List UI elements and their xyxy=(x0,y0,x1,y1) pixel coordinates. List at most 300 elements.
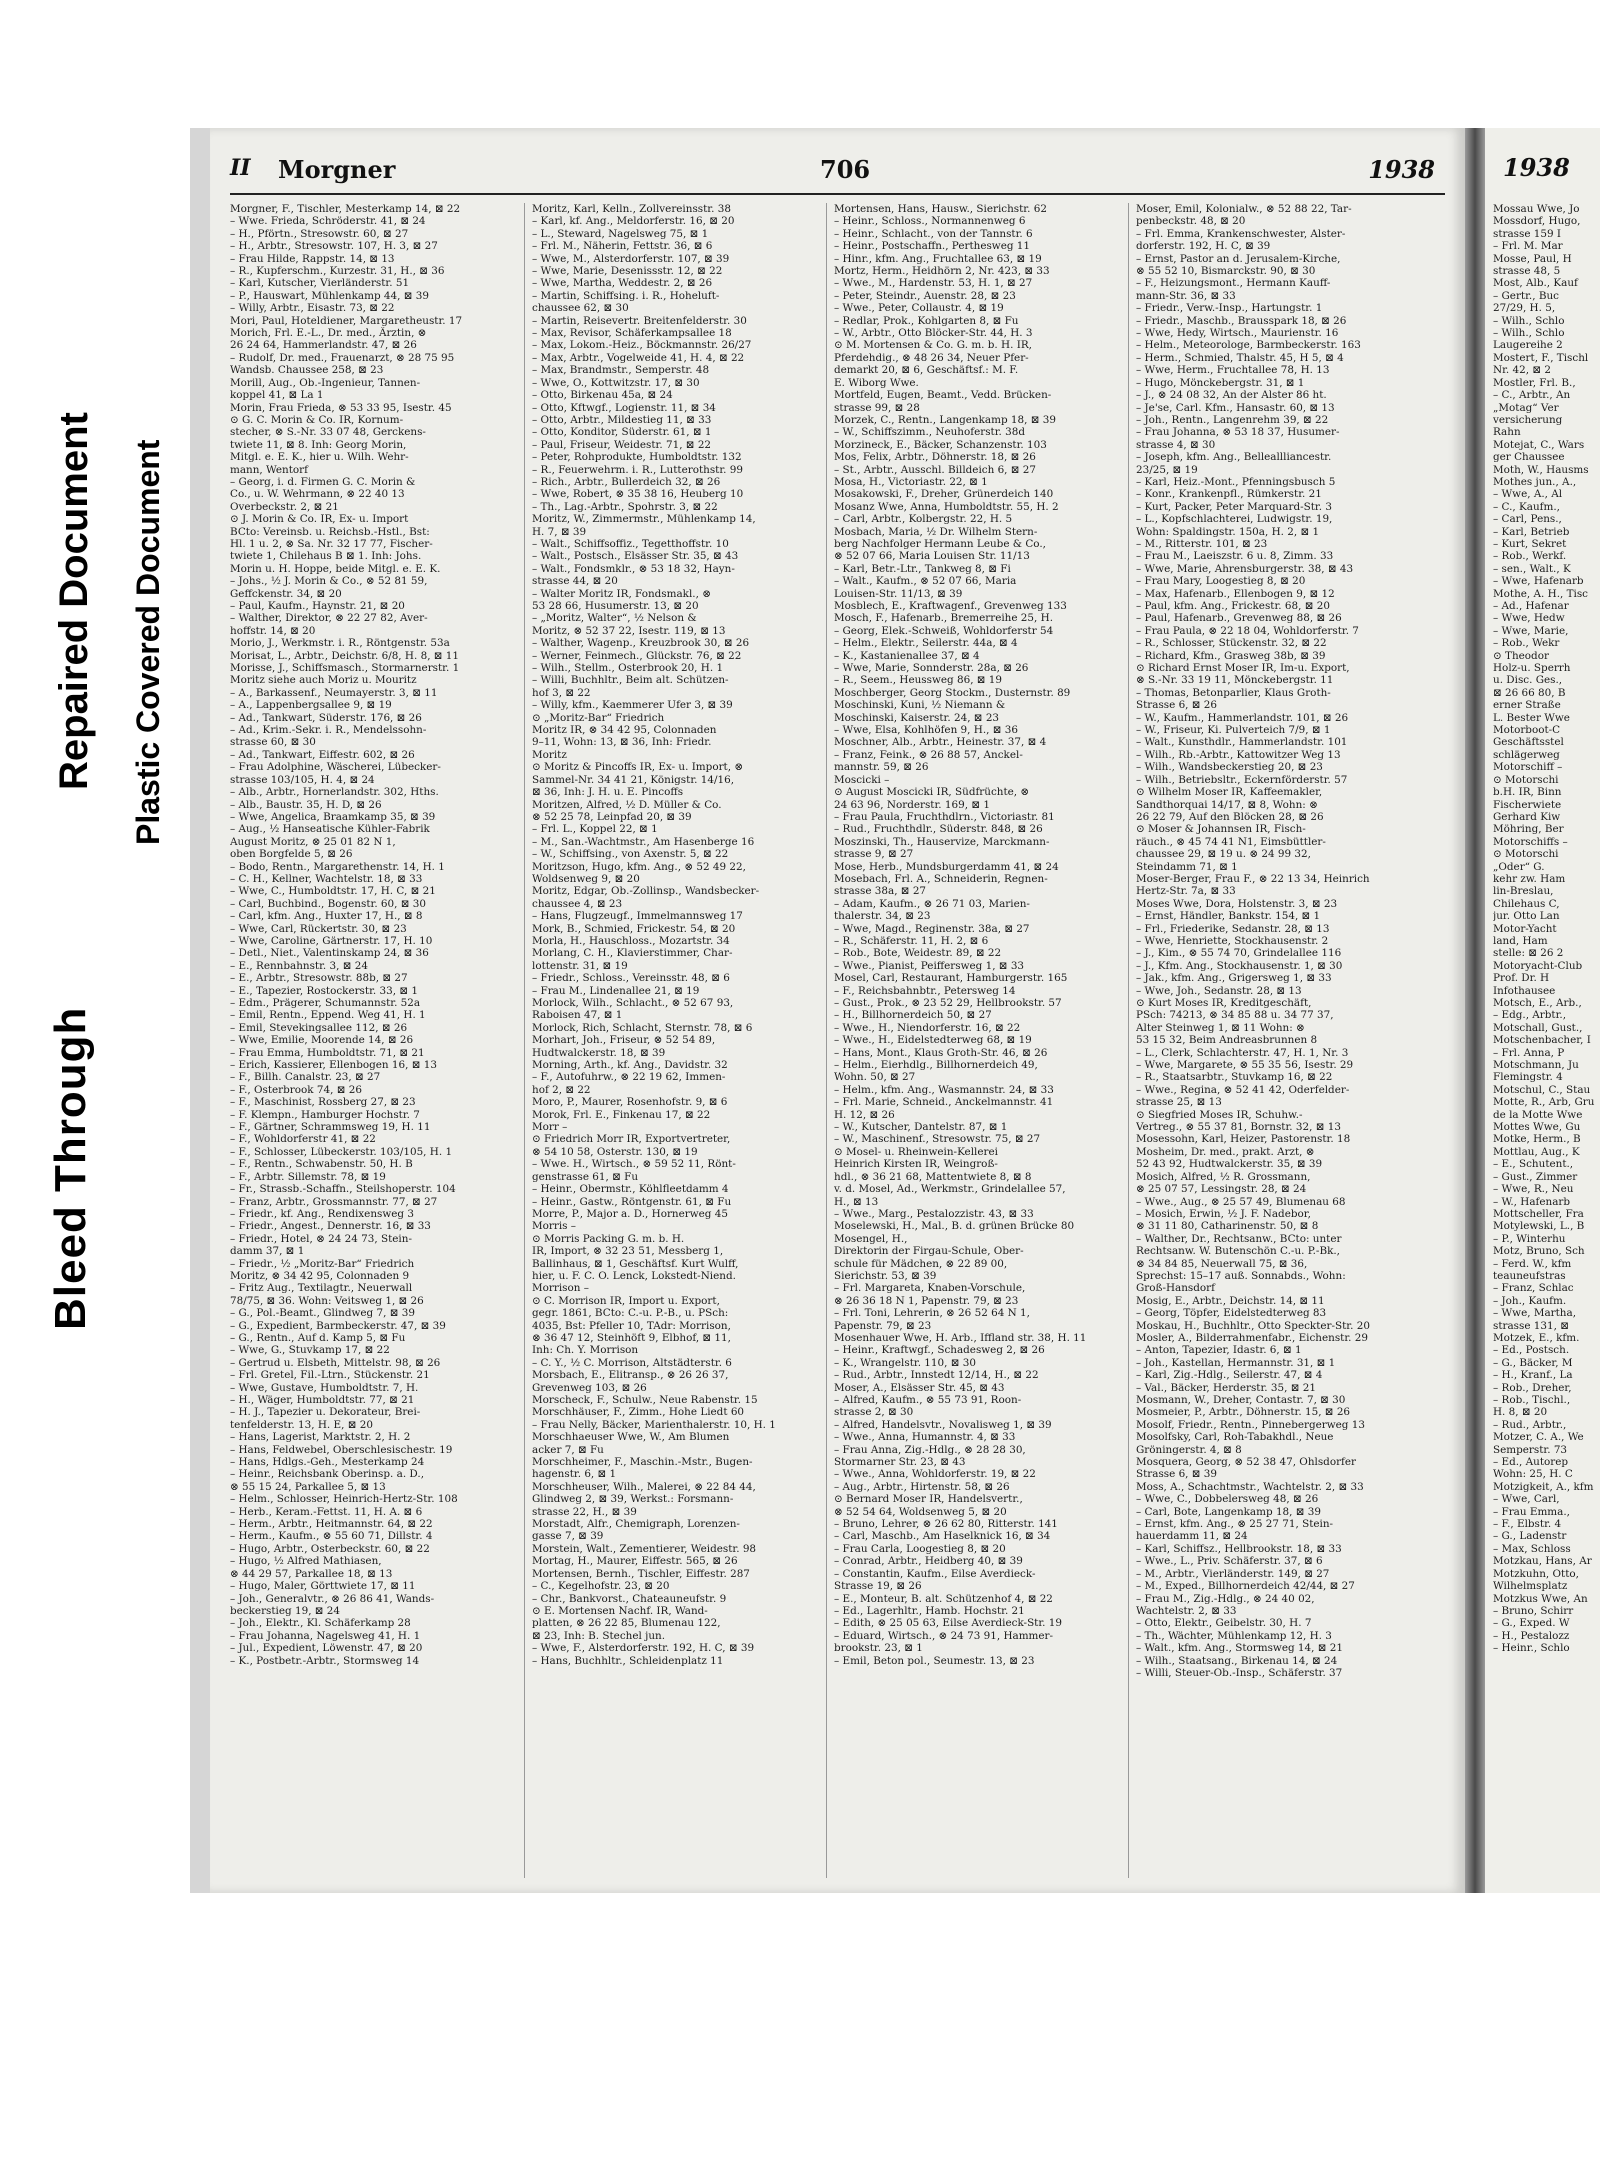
directory-entry: Mosbach, Maria, ½ Dr. Wilhelm Stern- xyxy=(834,525,1038,538)
directory-entry: – J., Kfm. Ang., Stockhausenstr. 1, ⊠ 30 xyxy=(1136,959,1343,972)
directory-entry: – Otto, Elektr., Geibelstr. 30, H. 7 xyxy=(1136,1617,1312,1630)
directory-entry: mann-Str. 36, ⊠ 33 xyxy=(1136,289,1236,302)
facing-page-entry: ⊙ Motorschi xyxy=(1493,773,1559,786)
facing-page-entry: strasse 131, ⊠ xyxy=(1493,1319,1569,1332)
directory-entry: – J., Kim., ⊗ 55 74 70, Grindelallee 116 xyxy=(1136,947,1342,960)
directory-entry: – F., Reichsbahnbtr., Petersweg 14 xyxy=(834,984,1016,997)
directory-entry: Gröningerstr. 4, ⊠ 8 xyxy=(1136,1443,1242,1456)
directory-entry: – Mosich, Erwin, ½ J. F. Nadebor, xyxy=(1136,1207,1311,1220)
facing-page-entry: – H., Pestalozz xyxy=(1493,1629,1570,1642)
directory-entry: Mosolf, Friedr., Rentn., Pinnebergerweg 13 xyxy=(1136,1418,1365,1431)
directory-entry: ⊗ 55 15 24, Parkallee 5, ⊠ 13 xyxy=(230,1480,386,1493)
facing-page-entry: – Wwe, R., Neu xyxy=(1493,1183,1574,1196)
directory-entry: Moschinski, Kuni, ½ Niemann & xyxy=(834,699,1006,712)
directory-entry: gegr. 1861, BCto: C.-u. P.-B., u. PSch: xyxy=(532,1307,729,1320)
directory-entry: Moritz, Karl, Kelln., Zollvereinsstr. 38 xyxy=(532,203,731,215)
facing-page-entry: – Frl. M. Mar xyxy=(1493,240,1563,253)
directory-entry: ⊗ 25 07 57, Lessingstr. 28, ⊠ 24 xyxy=(1136,1183,1307,1196)
directory-entry: – Rob., Bote, Weidestr. 89, ⊠ 22 xyxy=(834,947,1002,960)
directory-entry: – Frl. Margareta, Knaben-Vorschule, xyxy=(834,1282,1026,1295)
facing-page-entry: – G., Exped. W xyxy=(1493,1617,1570,1630)
directory-entry: strasse 103/105, H. 4, ⊠ 24 xyxy=(230,773,375,786)
directory-entry: – Walther, Dr., Rechtsanw., BCto: unter xyxy=(1136,1232,1342,1245)
directory-entry: – Frau Nelly, Bäcker, Marienthalerstr. 10, H. 1 xyxy=(532,1418,776,1431)
directory-entry: – Wilh., Staatsang., Birkenau 14, ⊠ 24 xyxy=(1136,1654,1338,1667)
facing-page-entry: Motorschiff – xyxy=(1493,761,1563,774)
directory-entry: – C. Y., ½ C. Morrison, Altstädterstr. 6 xyxy=(532,1356,732,1369)
directory-entry: Morzek, C., Rentn., Langenkamp 18, ⊠ 39 xyxy=(834,413,1056,426)
facing-page-entry: Motschall, Gust., xyxy=(1493,1021,1583,1034)
facing-page-entry: Laugereihe 2 xyxy=(1493,339,1563,352)
directory-entry: ⊙ Richard Ernst Moser IR, Im-u. Export, xyxy=(1136,662,1350,675)
directory-entry: Steindamm 71, ⊠ 1 xyxy=(1136,860,1238,873)
directory-entry: ⊙ Moser & Johannsen IR, Fisch- xyxy=(1136,823,1306,836)
directory-entry: Morin u. H. Hoppe, beide Mitgl. e. E. K. xyxy=(230,562,441,575)
book-spine xyxy=(1465,128,1485,1893)
directory-entry: – Frl. L., Koppel 22, ⊠ 1 xyxy=(532,823,658,836)
directory-entry: – Anton, Tapezier, Idastr. 6, ⊠ 1 xyxy=(1136,1344,1302,1357)
directory-entry: – Frl., Friederike, Sedanstr. 28, ⊠ 13 xyxy=(1136,922,1330,935)
directory-entry: – E., Tapezier, Rostockerstr. 33, ⊠ 1 xyxy=(230,984,418,997)
directory-entry: – F., Billh. Canalstr. 23, ⊠ 27 xyxy=(230,1071,381,1084)
directory-entry: – Willi, Buchhltr., Beim alt. Schützen- xyxy=(532,674,729,687)
directory-entry: – C., Kegelhofstr. 23, ⊠ 20 xyxy=(532,1580,670,1593)
directory-entry: – W., Friseur, Ki. Pulverteich 7/9, ⊠ 1 xyxy=(1136,724,1331,737)
directory-entry: – Friedr., Angest., Dennerstr. 16, ⊠ 33 xyxy=(230,1220,431,1233)
facing-page-entry: u. Disc. Ges., xyxy=(1493,674,1563,687)
facing-page-entry: Motzkuhn, Otto, xyxy=(1493,1567,1579,1580)
directory-entry: lottenstr. 31, ⊠ 19 xyxy=(532,959,628,972)
directory-entry: – Karl, kf. Ang., Meldorferstr. 16, ⊠ 20 xyxy=(532,215,735,228)
facing-page-entry: Flemingstr. 4 xyxy=(1493,1071,1563,1084)
directory-entry: – Willy, Arbtr., Eisastr. 73, ⊠ 22 xyxy=(230,302,395,315)
directory-entry: – F., Wohldorferstr 41, ⊠ 22 xyxy=(230,1133,376,1146)
directory-entry: Morsbach, E., Elitransp., ⊗ 26 26 37, xyxy=(532,1369,729,1382)
facing-page-entry: lin-Breslau, xyxy=(1493,885,1554,898)
directory-entry: Moss, A., Schachtmstr., Wachtelstr. 2, ⊠ 33 xyxy=(1136,1480,1364,1493)
directory-entry: Wandsb. Chaussee 258, ⊠ 23 xyxy=(230,364,384,377)
directory-entry: – Franz, Feink., ⊗ 26 88 57, Anckel- xyxy=(834,748,1023,761)
directory-entry: 53 15 32, Beim Andreasbrunnen 8 xyxy=(1136,1034,1318,1047)
facing-page-entry: 27/29, H. 5, xyxy=(1493,302,1556,315)
directory-entry: – Martin, Reisevertr. Breitenfelderstr. 30 xyxy=(532,314,747,327)
directory-entry: – Wwe, Angelica, Braamkamp 35, ⊠ 39 xyxy=(230,810,436,823)
directory-entry: brookstr. 23, ⊠ 1 xyxy=(834,1642,923,1655)
directory-entry: – Friedr., kf. Ang., Rendixensweg 3 xyxy=(230,1207,414,1220)
directory-entry: dorferstr. 192, H. C, ⊠ 39 xyxy=(1136,240,1271,253)
facing-page-entry: Motylewski, L., B xyxy=(1493,1220,1585,1233)
facing-page-entry: Wohn: 25, H. C xyxy=(1493,1468,1573,1481)
directory-entry: tenfelderstr. 13, H. E, ⊠ 20 xyxy=(230,1418,373,1431)
directory-entry: – Wwe, O., Kottwitzstr. 17, ⊠ 30 xyxy=(532,376,700,389)
directory-entry: ⊗ 52 07 66, Maria Louisen Str. 11/13 xyxy=(834,550,1030,563)
facing-page-entry: Mothes jun., A., xyxy=(1493,475,1577,488)
directory-entry: – Georg, i. d. Firmen G. C. Morin & xyxy=(230,475,416,488)
directory-entry: – Carl, Maschb., Am Haselknick 16, ⊠ 34 xyxy=(834,1530,1051,1543)
directory-entry: Morschhaeuser Wwe, W., Am Blumen xyxy=(532,1431,730,1444)
section-numeral: II xyxy=(230,155,251,181)
facing-page-entry: – Wilh., Schlo xyxy=(1493,327,1565,340)
directory-entry: – Frau Carla, Loogestieg 8, ⊠ 20 xyxy=(834,1542,1006,1555)
archive-condition-labels xyxy=(0,0,190,1400)
directory-entry: Morrison – xyxy=(532,1282,589,1295)
directory-entry: – Wwe, G., Stuvkamp 17, ⊠ 22 xyxy=(230,1344,390,1357)
directory-entry: – L., Clerk, Schlachterstr. 47, H. 1, Nr. 3 xyxy=(1136,1046,1349,1059)
directory-entry: – M., Ritterstr. 101, ⊠ 23 xyxy=(1136,537,1268,550)
directory-entry: – Willi, Steuer-Ob.-Insp., Schäferstr. 37 xyxy=(1136,1666,1343,1679)
directory-entry: – Wwe., H., Eidelstedterweg 68, ⊠ 19 xyxy=(834,1034,1032,1047)
facing-page-entry: – Ferd. W., kfm xyxy=(1493,1257,1572,1270)
facing-page-entry: – Franz, Schlac xyxy=(1493,1282,1574,1295)
facing-page-entry: – Kurt, Sekret xyxy=(1493,537,1567,550)
directory-entry: Mortfeld, Eugen, Beamt., Vedd. Brücken- xyxy=(834,389,1052,402)
directory-entry: Mosakowski, F., Dreher, Grünerdeich 140 xyxy=(834,488,1054,501)
directory-entry: – Konr., Krankenpfl., Rümkerstr. 21 xyxy=(1136,488,1322,501)
directory-entry: – Otto, Konditor, Süderstr. 61, ⊠ 1 xyxy=(532,426,712,439)
directory-entry: twiete 1, Chilehaus B ⊠ 1. Inh: Johs. xyxy=(230,550,422,563)
directory-entry: 26 22 79, Auf den Blöcken 28, ⊠ 26 xyxy=(1136,810,1324,823)
directory-entry: – Joh., Kastellan, Hermannstr. 31, ⊠ 1 xyxy=(1136,1356,1336,1369)
directory-entry: – Frau Paula, Fruchthdlrn., Victoriastr. 81 xyxy=(834,810,1055,823)
directory-entry: – Wwe, Gustave, Humboldtstr. 7, H. xyxy=(230,1381,419,1394)
directory-entry: BCto: Vereinsb. u. Reichsb.-Hstl., Bst: xyxy=(230,525,430,538)
directory-entry: – Ad., Krim.-Sekr. i. R., Mendelssohn- xyxy=(230,724,427,737)
directory-entry: – Peter, Rohprodukte, Humboldtstr. 132 xyxy=(532,451,742,464)
directory-entry: – Heinr., Kraftwgf., Schadesweg 2, ⊠ 26 xyxy=(834,1344,1045,1357)
directory-entry: – Werner, Feinmech., Glückstr. 76, ⊠ 22 xyxy=(532,649,742,662)
directory-entry: – Paul, Friseur, Weidestr. 71, ⊠ 22 xyxy=(532,438,712,451)
directory-entry: – Fritz Aug., Textilagtr., Neuerwall xyxy=(230,1282,413,1295)
directory-entry: ⊙ Kurt Moses IR, Kreditgeschäft, xyxy=(1136,997,1312,1009)
directory-entry: – Frau M., Zig.-Hdlg., ⊗ 24 40 02, xyxy=(1136,1592,1315,1605)
directory-entry: – Frau Paula, ⊗ 22 18 04, Wohldorferstr. 7 xyxy=(1136,624,1359,637)
directory-entry: – Constantin, Kaufm., Eilse Averdieck- xyxy=(834,1567,1036,1580)
directory-entry: Mosengel, H., xyxy=(834,1232,908,1245)
directory-column-4 xyxy=(1136,203,1436,1878)
directory-entry: Mosquera, Georg, ⊗ 52 38 47, Ohlsdorfer xyxy=(1136,1456,1357,1469)
directory-entry: – Hugo, Mönckebergstr. 31, ⊠ 1 xyxy=(1136,376,1305,389)
directory-entry: strasse 44, ⊠ 20 xyxy=(532,575,618,588)
directory-entry: Mosch, F., Hafenarb., Bremerreihe 25, H. xyxy=(834,612,1054,625)
directory-entry: – Heinr., Gastw., Röntgenstr. 61, ⊠ Fu xyxy=(532,1195,732,1208)
directory-entry: – W., Maschinenf., Stresowstr. 75, ⊠ 27 xyxy=(834,1133,1041,1146)
directory-entry: – Hans, Flugzeugf., Immelmannsweg 17 xyxy=(532,910,743,923)
directory-entry: strasse 4, ⊠ 30 xyxy=(1136,438,1216,451)
directory-entry: Grevenweg 103, ⊠ 26 xyxy=(532,1381,647,1394)
facing-page-entry: Nr. 42, ⊠ 2 xyxy=(1493,364,1551,377)
directory-columns xyxy=(230,203,1445,1878)
facing-page-entry: Mossau Wwe, Jo xyxy=(1493,203,1580,215)
directory-entry: Moritz, Edgar, Ob.-Zollinsp., Wandsbecker- xyxy=(532,885,760,898)
directory-entry: – Wwe., H., Niendorferstr. 16, ⊠ 22 xyxy=(834,1021,1021,1034)
directory-entry: – Wwe, Elsa, Kohlhöfen 9, H., ⊠ 36 xyxy=(834,724,1018,737)
facing-page-entry: ger Chaussee xyxy=(1493,451,1565,464)
facing-page-entry: Motzigkeit, A., kfm xyxy=(1493,1480,1594,1493)
directory-entry: – W., Arbtr., Otto Blöcker-Str. 44, H. 3 xyxy=(834,327,1033,340)
directory-entry: – Wwe, Margarete, ⊗ 55 35 56, Isestr. 29 xyxy=(1136,1059,1354,1072)
directory-entry: ⊠ 36, Inh: J. H. u. E. Pincoffs xyxy=(532,786,684,799)
directory-entry: ⊗ S.-Nr. 33 19 11, Mönckebergstr. 11 xyxy=(1136,674,1334,687)
directory-entry: räuch., ⊗ 45 74 41 N1, Eimsbüttler- xyxy=(1136,835,1326,848)
directory-entry: – Carl, kfm. Ang., Huxter 17, H., ⊠ 8 xyxy=(230,910,423,923)
directory-entry: – Redlar, Prok., Kohlgarten 8, ⊠ Fu xyxy=(834,314,1019,327)
directory-entry: Morlock, Wilh., Schlacht., ⊗ 52 67 93, xyxy=(532,997,734,1009)
directory-entry: Moser, A., Elsässer Str. 45, ⊠ 43 xyxy=(834,1381,1005,1394)
facing-page-entry: kehr zw. Ham xyxy=(1493,872,1566,885)
directory-entry: ⊙ M. Mortensen & Co. G. m. b. H. IR, xyxy=(834,339,1032,352)
directory-entry: E. Wiborg Wwe. xyxy=(834,376,919,389)
facing-page-entry: Most, Alb., Kauf xyxy=(1493,277,1578,290)
facing-page-entry: Mottes Wwe, Gu xyxy=(1493,1121,1581,1134)
directory-entry: ⊙ August Moscicki IR, Südfrüchte, ⊗ xyxy=(834,786,1030,799)
facing-page-entry: Rahn xyxy=(1493,426,1521,439)
directory-entry: Moschinski, Kaiserstr. 24, ⊠ 23 xyxy=(834,711,1000,724)
facing-page-entry: – Wilh., Schlo xyxy=(1493,314,1565,327)
directory-entry: – Ad., Tankwart, Süderstr. 176, ⊠ 26 xyxy=(230,711,422,724)
directory-entry: – Frau Mary, Loogestieg 8, ⊠ 20 xyxy=(1136,575,1306,588)
facing-page-entry: Motz, Bruno, Sch xyxy=(1493,1245,1585,1258)
directory-entry: – Je'se, Carl. Kfm., Hansastr. 60, ⊠ 13 xyxy=(1136,401,1335,414)
directory-entry: – C. H., Kellner, Wachtelstr. 18, ⊠ 33 xyxy=(230,872,423,885)
directory-entry: – F., Osterbrook 74, ⊠ 26 xyxy=(230,1083,362,1096)
directory-entry: hauerdamm 11, ⊠ 24 xyxy=(1136,1530,1248,1543)
bleed-through-label: Bleed Through xyxy=(46,1006,95,1330)
facing-page-entry: – G., Bäcker, M xyxy=(1493,1356,1573,1369)
directory-entry: – K., Postbetr.-Arbtr., Stormsweg 14 xyxy=(230,1654,420,1667)
directory-entry: Mose, Herb., Mundsburgerdamm 41, ⊠ 24 xyxy=(834,860,1059,873)
facing-page-entry: – P., Winterhu xyxy=(1493,1232,1566,1245)
directory-entry: – Frl. Emma, Krankenschwester, Alster- xyxy=(1136,227,1346,240)
directory-entry: – G., Expedient, Barmbeckerstr. 47, ⊠ 39 xyxy=(230,1319,446,1332)
facing-page-entry: Motorschiffs – xyxy=(1493,835,1568,848)
running-head: Morgner xyxy=(278,155,396,184)
facing-page-entry: land, Ham xyxy=(1493,934,1548,947)
facing-page-entry: – Karl, Betrieb xyxy=(1493,525,1570,538)
directory-entry: – Joh., Generalvtr., ⊗ 26 86 41, Wands- xyxy=(230,1592,435,1605)
directory-entry: Louisen-Str. 11/13, ⊠ 39 xyxy=(834,587,963,600)
directory-entry: mann, Wentorf xyxy=(230,463,308,476)
directory-entry: hagenstr. 6, ⊠ 1 xyxy=(532,1468,617,1481)
directory-entry: 52 43 92, Hudtwalckerstr. 35, ⊠ 39 xyxy=(1136,1158,1323,1171)
facing-page-entry: Motoryacht-Club xyxy=(1493,959,1583,972)
directory-entry: Papenstr. 79, ⊠ 23 xyxy=(834,1319,932,1332)
directory-entry: – F., Schlosser, Lübeckerstr. 103/105, H. 1 xyxy=(230,1145,453,1158)
directory-entry: Hertz-Str. 7a, ⊠ 33 xyxy=(1136,885,1236,898)
directory-entry: strasse 9, ⊠ 27 xyxy=(834,848,914,861)
directory-entry: Moritz xyxy=(532,748,567,761)
directory-entry: – Karl, Zig.-Hdlg., Seilerstr. 47, ⊠ 4 xyxy=(1136,1369,1323,1382)
directory-entry: – Jul., Expedient, Löwenstr. 47, ⊠ 20 xyxy=(230,1642,423,1655)
directory-entry: – W., Schiffsing., von Axenstr. 5, ⊠ 22 xyxy=(532,848,729,861)
directory-entry: – R., Schlosser, Stückenstr. 32, ⊠ 22 xyxy=(1136,637,1327,650)
facing-page-entry: – Wwe, Carl, xyxy=(1493,1493,1560,1506)
directory-entry: twiete 11, ⊠ 8. Inh: Georg Morin, xyxy=(230,438,407,451)
directory-entry: – W., Kaufm., Hammerlandstr. 101, ⊠ 26 xyxy=(1136,711,1349,724)
directory-entry: – Wwe. Frieda, Schröderstr. 41, ⊠ 24 xyxy=(230,215,426,228)
facing-page-entry: – Rob., Tischl., xyxy=(1493,1394,1571,1406)
directory-entry: ⊠ 23, Inh: B. Stechel jun. xyxy=(532,1629,666,1642)
directory-entry: Glindweg 2, ⊠ 39, Werkst.: Forsmann- xyxy=(532,1493,734,1506)
directory-entry: – Wwe, Emilie, Moorende 14, ⊠ 26 xyxy=(230,1034,414,1047)
directory-entry: – Hans, Feldwebel, Oberschlesischestr. 19 xyxy=(230,1443,453,1456)
directory-entry: Geffckenstr. 34, ⊠ 20 xyxy=(230,587,342,600)
directory-entry: Mosenhauer Wwe, H. Arb., Iffland str. 38, H. 11 xyxy=(834,1331,1087,1344)
directory-entry: Morre, P., Major a. D., Hornerweg 45 xyxy=(532,1207,728,1220)
directory-entry: Pferdehdig., ⊗ 48 26 34, Neuer Pfer- xyxy=(834,351,1029,364)
directory-entry: chaussee 62, ⊠ 30 xyxy=(532,302,629,315)
directory-entry: – K., Wrangelstr. 110, ⊠ 30 xyxy=(834,1356,976,1369)
directory-entry: – Frau Hilde, Rappstr. 14, ⊠ 13 xyxy=(230,252,395,265)
directory-entry: – W., Schiffszimm., Neuhoferstr. 38d xyxy=(834,426,1026,439)
directory-entry: – G., Rentn., Auf d. Kamp 5, ⊠ Fu xyxy=(230,1331,406,1344)
directory-entry: Morscheck, F., Schulw., Neue Rabenstr. 15 xyxy=(532,1394,758,1406)
directory-entry: ⊙ E. Mortensen Nachf. IR, Wand- xyxy=(532,1604,708,1617)
directory-entry: – Erich, Kassierer, Ellenbogen 16, ⊠ 13 xyxy=(230,1059,437,1072)
directory-entry: Alter Steinweg 1, ⊠ 11 Wohn: ⊗ xyxy=(1136,1021,1305,1034)
facing-page-entry: Mostler, Frl. B., xyxy=(1493,376,1576,389)
directory-entry: Mosebach, Frl. A., Schneiderin, Regnen- xyxy=(834,872,1048,885)
directory-entry: ⊗ 52 25 78, Leinpfad 20, ⊠ 39 xyxy=(532,810,692,823)
directory-entry: Morris – xyxy=(532,1220,576,1233)
directory-entry: – F. Klempn., Hamburger Hochstr. 7 xyxy=(230,1108,420,1121)
page-number: 706 xyxy=(820,155,871,184)
facing-page-entry: Motejat, C., Wars xyxy=(1493,438,1585,451)
directory-entry: hdl., ⊗ 36 21 68, Mattentwiete 8, ⊠ 8 xyxy=(834,1170,1032,1183)
directory-entry: Morill, Aug., Ob.-Ingenieur, Tannen- xyxy=(230,376,421,389)
directory-entry: – Ad., Tankwart, Eiffestr. 602, ⊠ 26 xyxy=(230,748,415,761)
facing-page-entry: Infothausee xyxy=(1493,984,1556,997)
directory-entry: – Heinr., Reichsbank Oberinsp. a. D., xyxy=(230,1468,424,1481)
facing-page-entry: L. Bester Wwe xyxy=(1493,711,1570,724)
facing-page-entry: Geschäftsstel xyxy=(1493,736,1564,749)
facing-page-entry: – Wwe, Martha, xyxy=(1493,1307,1576,1320)
directory-entry: Moritz siehe auch Moriz u. Mouritz xyxy=(230,674,417,687)
facing-page-entry: – F., Elbstr. 4 xyxy=(1493,1518,1562,1531)
directory-entry: Mosler, A., Bilderrahmenfabr., Eichenstr. 29 xyxy=(1136,1331,1368,1344)
facing-page-year: 1938 xyxy=(1503,153,1570,182)
directory-entry: – Rudolf, Dr. med., Frauenarzt, ⊗ 28 75 95 xyxy=(230,351,455,364)
facing-page-entry: de la Motte Wwe xyxy=(1493,1108,1583,1121)
directory-entry: – Max, Brandmstr., Semperstr. 48 xyxy=(532,364,710,377)
directory-entry: – Wwe, Henriette, Stockhausenstr. 2 xyxy=(1136,934,1329,947)
directory-entry: Morschhäuser, F., Zimm., Hohe Liedt 60 xyxy=(532,1406,745,1419)
directory-entry: schule für Mädchen, ⊗ 22 89 00, xyxy=(834,1257,1008,1270)
directory-entry: – Carl, Bote, Langenkamp 18, ⊠ 39 xyxy=(1136,1505,1321,1518)
directory-entry: Groß-Hansdorf xyxy=(1136,1282,1215,1295)
directory-entry: ⊙ Moritz & Pincoffs IR, Ex- u. Import, ⊗ xyxy=(532,761,744,774)
directory-entry: August Moritz, ⊗ 25 01 82 N 1, xyxy=(230,835,396,848)
directory-entry: – Val., Bäcker, Herderstr. 35, ⊠ 21 xyxy=(1136,1381,1316,1394)
facing-page-entry: Holz-u. Sperrh xyxy=(1493,662,1571,675)
directory-entry: – Alfred, Kaufm., ⊗ 55 73 91, Roon- xyxy=(834,1394,1022,1406)
directory-entry: – Hans, Buchhltr., Schleidenplatz 11 xyxy=(532,1654,724,1667)
facing-page-entry: – Ed., Autorep xyxy=(1493,1456,1569,1469)
facing-page-entry: – G., Ladenstr xyxy=(1493,1530,1567,1543)
directory-entry: – F., Maschinist, Rossberg 27, ⊠ 23 xyxy=(230,1096,416,1109)
facing-page-entry: Gerhard Kiw xyxy=(1493,810,1561,823)
facing-page-entry: ⊙ Theodor xyxy=(1493,649,1549,662)
directory-entry: – Joseph, kfm. Ang., Belleallliancestr. xyxy=(1136,451,1332,464)
directory-entry: – Alfred, Handelsvtr., Novalisweg 1, ⊠ 39 xyxy=(834,1418,1052,1431)
directory-entry: Overbeckstr. 2, ⊠ 21 xyxy=(230,500,339,513)
directory-entry: – Wwe, C., Dobbelersweg 48, ⊠ 26 xyxy=(1136,1493,1319,1506)
directory-entry: – Heinr., Postschaffn., Perthesweg 11 xyxy=(834,240,1031,253)
directory-entry: – Wwe. H., Wirtsch., ⊗ 59 52 11, Rönt- xyxy=(532,1158,736,1171)
directory-entry: – Hugo, Maler, Görttwiete 17, ⊠ 11 xyxy=(230,1580,416,1593)
directory-entry: – Herm., Kaufm., ⊗ 55 60 71, Dillstr. 4 xyxy=(230,1530,433,1543)
directory-entry: 24 63 96, Norderstr. 169, ⊠ 1 xyxy=(834,798,990,811)
directory-entry: hof 2, ⊠ 22 xyxy=(532,1083,591,1096)
directory-entry: – Gust., Prok., ⊗ 23 52 29, Hellbrookstr. 57 xyxy=(834,997,1062,1009)
directory-entry: Morio, J., Werkmstr. i. R., Röntgenstr. 53a xyxy=(230,637,450,650)
directory-entry: stecher, ⊗ S.-Nr. 33 07 48, Gerckens- xyxy=(230,426,426,439)
directory-entry: – Helm., Meteorologe, Barmbeckerstr. 163 xyxy=(1136,339,1361,352)
directory-entry: – Max, Lokom.-Heiz., Böckmannstr. 26/27 xyxy=(532,339,752,352)
directory-entry: – Paul, Hafenarb., Grevenweg 88, ⊠ 26 xyxy=(1136,612,1342,625)
directory-entry: – Wwe., Aug., ⊗ 25 57 49, Blumenau 68 xyxy=(1136,1195,1346,1208)
directory-entry: Morlock, Rich, Schlacht, Sternstr. 78, ⊠ 6 xyxy=(532,1021,753,1034)
directory-entry: thalerstr. 34, ⊠ 23 xyxy=(834,910,931,923)
directory-entry: – Martin, Schiffsing. i. R., Hoheluft- xyxy=(532,289,720,302)
facing-page-entry: stelle: ⊠ 26 2 xyxy=(1493,947,1564,960)
directory-entry: berg Nachfolger Hermann Leube & Co., xyxy=(834,537,1046,550)
facing-page-entry: – Wwe, Hedw xyxy=(1493,612,1565,625)
facing-page-entry: Motzkus Wwe, An xyxy=(1493,1592,1588,1605)
directory-entry: – Thomas, Betonparlier, Klaus Groth- xyxy=(1136,686,1331,699)
directory-entry: Woldsenweg 9, ⊠ 20 xyxy=(532,872,640,885)
directory-entry: – Chr., Bankvorst., Chateauneufstr. 9 xyxy=(532,1592,727,1605)
directory-entry: Mosel, Carl, Restaurant, Hamburgerstr. 165 xyxy=(834,972,1068,985)
directory-entry: ⊗ 44 29 57, Parkallee 18, ⊠ 13 xyxy=(230,1567,393,1580)
facing-page-entry: – Rud., Arbtr., xyxy=(1493,1418,1567,1431)
directory-entry: – Karl, Heiz.-Mont., Pfenningsbusch 5 xyxy=(1136,475,1336,488)
directory-entry: – Th., Lag.-Arbtr., Spohrstr. 3, ⊠ 22 xyxy=(532,500,718,513)
directory-entry: Wohn. 50, ⊠ 27 xyxy=(834,1071,916,1084)
directory-entry: – Friedr., Verw.-Insp., Hartungstr. 1 xyxy=(1136,302,1323,315)
directory-entry: – Carl, Arbtr., Kolbergstr. 22, H. 5 xyxy=(834,513,1013,526)
facing-page-lines xyxy=(1493,203,1598,1878)
directory-entry: – R., Feuerwehrm. i. R., Lutterothstr. 99 xyxy=(532,463,743,476)
facing-page-entry: Mostert, F., Tischl xyxy=(1493,351,1589,364)
directory-entry: – L., Kopfschlachterei, Ludwigstr. 19, xyxy=(1136,513,1333,526)
directory-entry: chaussee 29, ⊠ 19 u. ⊗ 24 99 32, xyxy=(1136,848,1311,861)
directory-entry: Strasse 6, ⊠ 39 xyxy=(1136,1468,1218,1481)
directory-entry: Moritz, W., Zimmermstr., Mühlenkamp 14, xyxy=(532,513,756,526)
directory-entry: Mosanz Wwe, Anna, Humboldtstr. 55, H. 2 xyxy=(834,500,1059,513)
directory-entry: Sandthorquai 14/17, ⊠ 8, Wohn: ⊗ xyxy=(1136,798,1318,811)
directory-entry: – G., Pol.-Beamt., Glindweg 7, ⊠ 39 xyxy=(230,1307,415,1320)
directory-entry: chaussee 4, ⊠ 23 xyxy=(532,897,623,910)
directory-entry: – F., Autofuhrw., ⊗ 22 19 62, Immen- xyxy=(532,1071,726,1084)
directory-entry: – Wwe, Robert, ⊗ 35 38 16, Heuberg 10 xyxy=(532,488,744,501)
directory-entry: strasse 22, H., ⊠ 39 xyxy=(532,1505,637,1518)
directory-entry: Mori, Paul, Hoteldiener, Margaretheustr. 17 xyxy=(230,314,463,327)
directory-entry: – Karl, Kutscher, Vierländerstr. 51 xyxy=(230,277,410,290)
directory-entry: – H., Billhornerdeich 50, ⊠ 27 xyxy=(834,1009,992,1022)
facing-page-entry: Motorboot-C xyxy=(1493,724,1561,737)
directory-entry: H. 12, ⊠ 26 xyxy=(834,1108,895,1121)
directory-entry: – Wwe, Magd., Reginenstr. 38a, ⊠ 27 xyxy=(834,922,1030,935)
facing-page-entry: Motzer, C. A., We xyxy=(1493,1431,1584,1444)
directory-entry: – Wwe, Hedy, Wirtsch., Maurienstr. 16 xyxy=(1136,327,1339,340)
directory-entry: Strasse 19, ⊠ 26 xyxy=(834,1580,922,1593)
facing-page-entry: erner Straße xyxy=(1493,699,1561,712)
directory-entry: Rechtsanw. W. Butenschön C.-u. P.-Bk., xyxy=(1136,1245,1340,1258)
directory-entry: – Wilh., Wandsbeckerstieg 20, ⊠ 23 xyxy=(1136,761,1323,774)
directory-entry: – Alb., Baustr. 35, H. D, ⊠ 26 xyxy=(230,798,382,811)
directory-entry: – Friedr., Hotel, ⊗ 24 24 73, Stein- xyxy=(230,1232,412,1245)
facing-page-entry: – W., Hafenarb xyxy=(1493,1195,1571,1208)
